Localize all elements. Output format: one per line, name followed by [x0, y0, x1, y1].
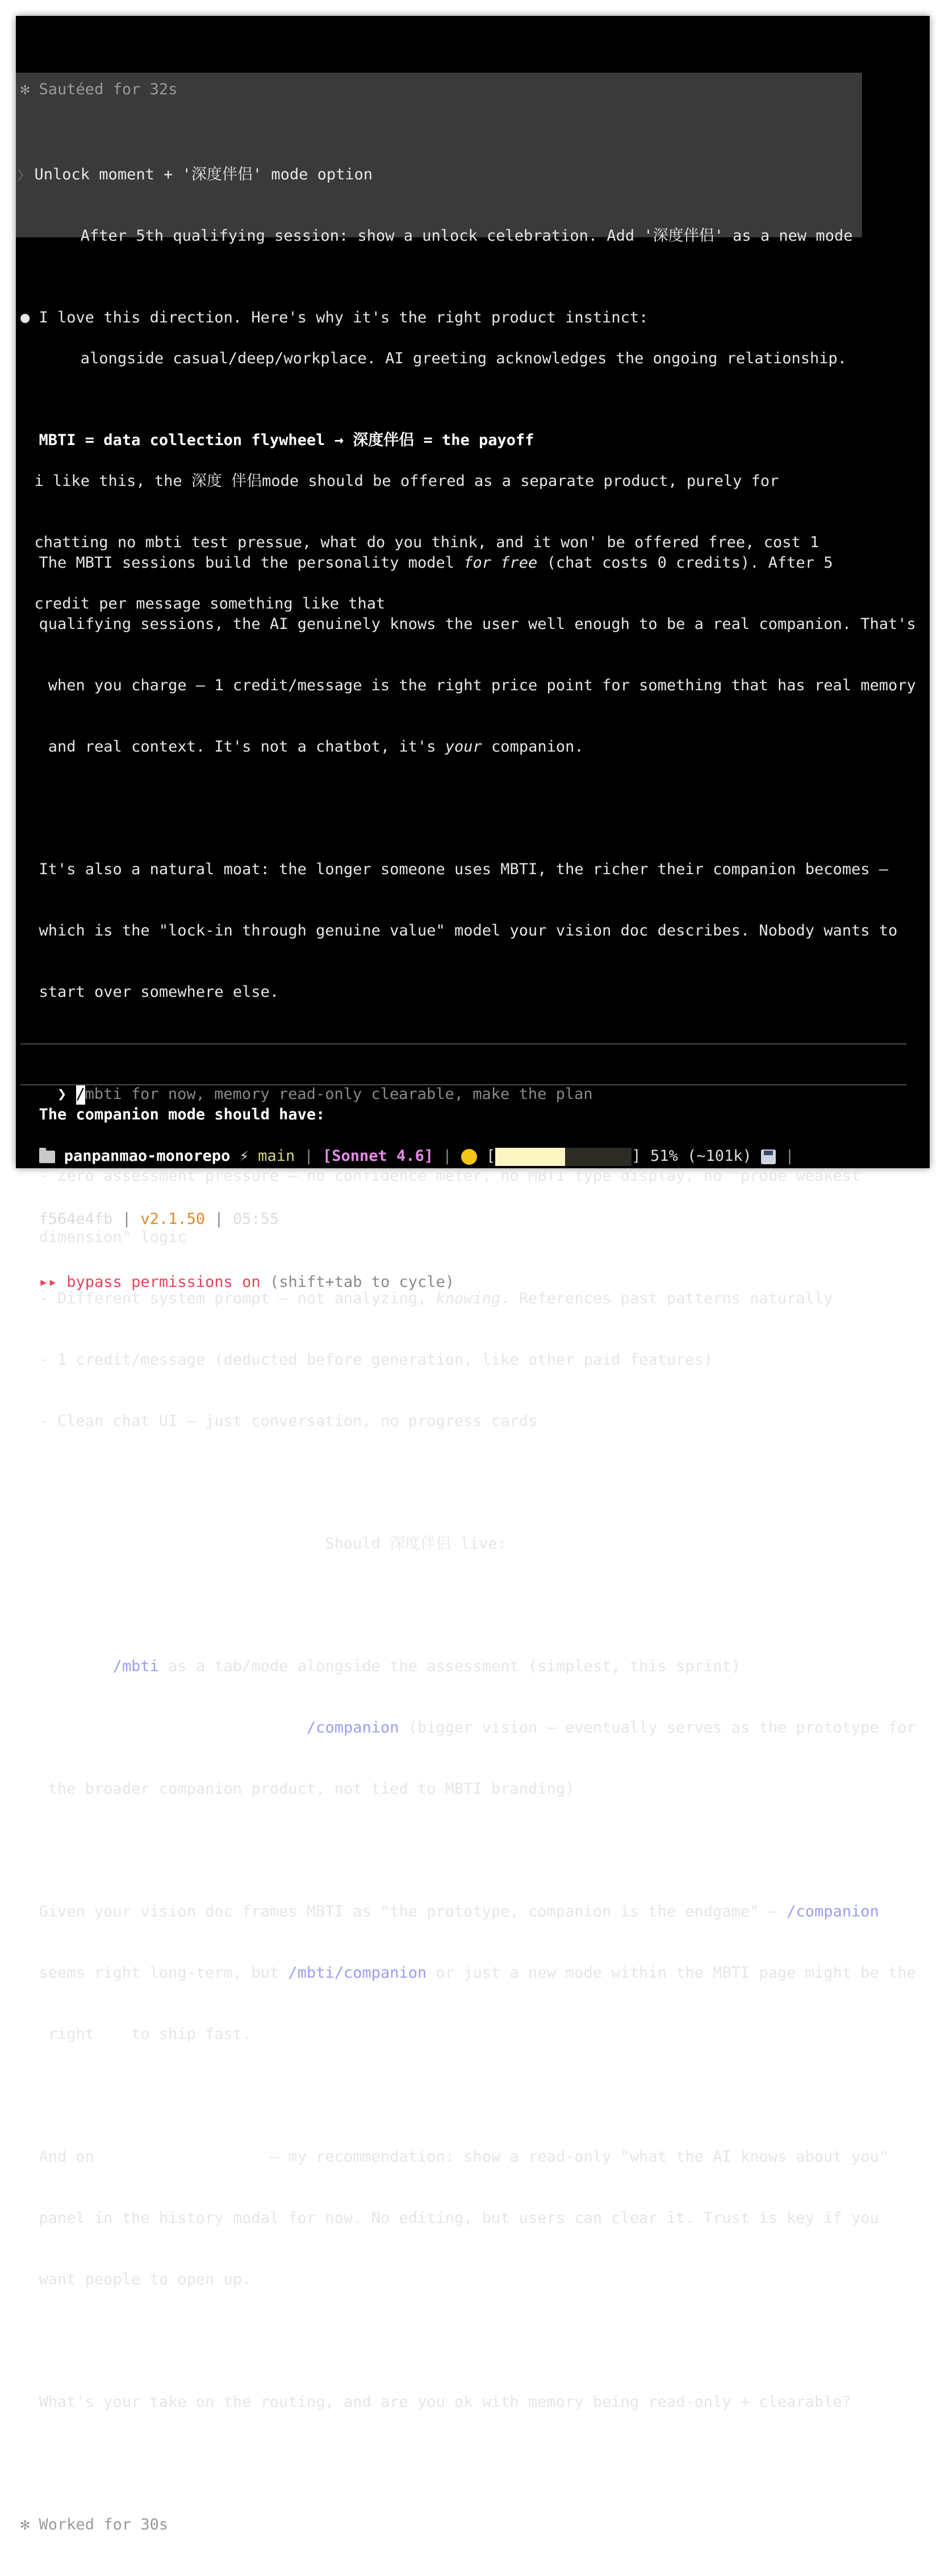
assistant-bullet: ● [20, 309, 30, 326]
separator: | [214, 1210, 224, 1228]
bar-close: ] [632, 1147, 641, 1165]
user-line: credit per message something like that [34, 595, 386, 612]
list-item: - Zero assessment pressure — no confidence meter, no MBTI type display, no "probe weakest [39, 1167, 861, 1185]
worked-status [20, 2515, 918, 2535]
user-line: chatting no mbti test pressue, what do you think, and it won' be offered free, cost 1 [34, 534, 819, 551]
text: want people to open up. [39, 2271, 252, 2288]
text: which is the "lock-in through genuine value" model your vision doc describes. Nobody wants to [39, 922, 898, 939]
branch-name: main [258, 1147, 295, 1165]
list-item: - Different system prompt — not analyzing, [39, 1290, 436, 1307]
text: panel in the history modal for now. No editing, but users can clear it. Trust is key if you [39, 2209, 879, 2227]
route-link-mbti-companion[interactable]: /mbti/companion [288, 1964, 427, 1982]
bolt-icon: ⚡ [239, 1147, 249, 1165]
repo-name: panpanmao-monorepo [64, 1147, 231, 1165]
bar-open: [ [486, 1147, 496, 1165]
user-line: Unlock moment + '深度伴侣' mode option [34, 166, 373, 183]
thinking-glyph: ✻ [20, 81, 30, 98]
emphasis: for free [463, 554, 538, 572]
text: Should 深度伴侣 live: [316, 1535, 507, 1553]
list-item: - 1 credit/message (deducted before generation, like other paid features) [39, 1351, 713, 1369]
separator: | [785, 1147, 795, 1165]
list-item: - Clean chat UI — just conversation, no progress cards [39, 1412, 538, 1430]
closing-question: What's your take on the routing, and are you ok with memory being read-only + clearable? [39, 2393, 851, 2411]
context-usage-fill [495, 1148, 565, 1166]
list-dash: - [39, 1719, 58, 1736]
text: to ship fast. [122, 2025, 252, 2043]
route-link-companion[interactable]: /companion [297, 1719, 399, 1736]
text: — my recommendation: show a read-only "what the AI knows about you" [260, 2148, 889, 2166]
input-cursor: / [76, 1084, 85, 1105]
user-line: alongside casual/deep/workplace. AI greeting acknowledges the ongoing relationship. [34, 350, 847, 367]
commit-hash: f564e4fb [39, 1210, 113, 1228]
text: (chat costs 0 credits). After 5 [537, 554, 833, 572]
text: . References past patterns naturally [500, 1290, 833, 1307]
emphasis: your [445, 738, 482, 756]
list-dash: - [39, 1658, 58, 1675]
text: the broader companion product, not tied to MBTI branding) [39, 1780, 575, 1798]
permission-glyph: ▸▸ [39, 1273, 58, 1291]
divider [20, 1043, 906, 1044]
input-text[interactable]: mbti for now, memory read-only clearable, make the plan [85, 1085, 593, 1103]
text: when you charge — 1 credit/message is the right price point for something that has real memory [39, 677, 916, 694]
status-line [20, 1104, 795, 1335]
worked-glyph: ✻ [20, 2516, 30, 2533]
emphasis-bold: memory visibility [103, 2148, 261, 2166]
list-item: dimension" logic [39, 1228, 187, 1246]
emphasis-bold: v1 [103, 2025, 122, 2043]
text: right [39, 2025, 104, 2043]
user-prompt-glyph: ❯ [16, 166, 35, 183]
option-label: As its own top-level route [57, 1719, 298, 1736]
heading-companion-mode: The companion mode should have: [39, 1106, 325, 1123]
assistant-message [20, 267, 918, 2576]
input-prompt-glyph: ❯ [57, 1085, 67, 1103]
route-link-mbti[interactable]: /mbti [103, 1658, 159, 1675]
text: Given your vision doc frames MBTI as "the prototype, companion is the endgame" — [39, 1903, 787, 1920]
context-percent: 51% [650, 1147, 678, 1165]
text: start over somewhere else. [39, 983, 279, 1001]
text: seems right long-term, but [39, 1964, 288, 1982]
text: companion. [482, 738, 584, 756]
permission-mode: bypass permissions on [66, 1273, 261, 1291]
text: And on [39, 2148, 104, 2166]
text: or just a new mode within the MBTI page might be the [426, 1964, 916, 1982]
terminal-window [16, 16, 930, 2533]
text: The MBTI sessions build the personality model [39, 554, 464, 572]
assistant-intro: I love this direction. Here's why it's the right product instinct: [39, 309, 649, 326]
version: v2.1.50 [140, 1210, 206, 1228]
separator: | [442, 1147, 452, 1165]
text: qualifying sessions, the AI genuinely knows the user well enough to be a real companion. That's [39, 615, 916, 633]
route-link-companion[interactable]: /companion [787, 1903, 879, 1920]
status-dot-icon [461, 1149, 477, 1165]
separator: | [304, 1147, 313, 1165]
thinking-status [20, 79, 918, 100]
option-label: Under [57, 1658, 104, 1675]
clock-time: 05:55 [232, 1210, 279, 1228]
folder-icon [39, 1151, 55, 1163]
thinking-text: Sautéed for 32s [39, 81, 178, 98]
text: (bigger vision — eventually serves as the prototype for [399, 1719, 916, 1736]
permission-hint: (shift+tab to cycle) [269, 1273, 455, 1291]
text: as a tab/mode alongside the assessment (simplest, this sprint) [158, 1658, 741, 1675]
text: It's also a natural moat: the longer someone uses MBTI, the richer their companion becomes — [39, 861, 889, 878]
user-line: After 5th qualifying session: show a unlock celebration. Add '深度伴侣' as a new mode [34, 227, 853, 245]
worked-text: Worked for 30s [39, 2516, 169, 2533]
user-line: i like this, the 深度 伴侣mode should be offered as a separate product, purely for [34, 472, 779, 490]
heading-flywheel: MBTI = data collection flywheel → 深度伴侣 = the payoff [39, 431, 534, 449]
context-usage-bar [495, 1148, 632, 1166]
disk-icon [761, 1149, 776, 1164]
model-name: [Sonnet 4.6] [323, 1147, 434, 1165]
separator: | [122, 1210, 132, 1228]
divider [20, 1084, 906, 1085]
question-heading: One key question on placement: [39, 1535, 316, 1553]
text: and real context. It's not a chatbot, it's [39, 738, 445, 756]
emphasis: knowing [436, 1290, 501, 1307]
context-tokens: (~101k) [687, 1147, 752, 1165]
